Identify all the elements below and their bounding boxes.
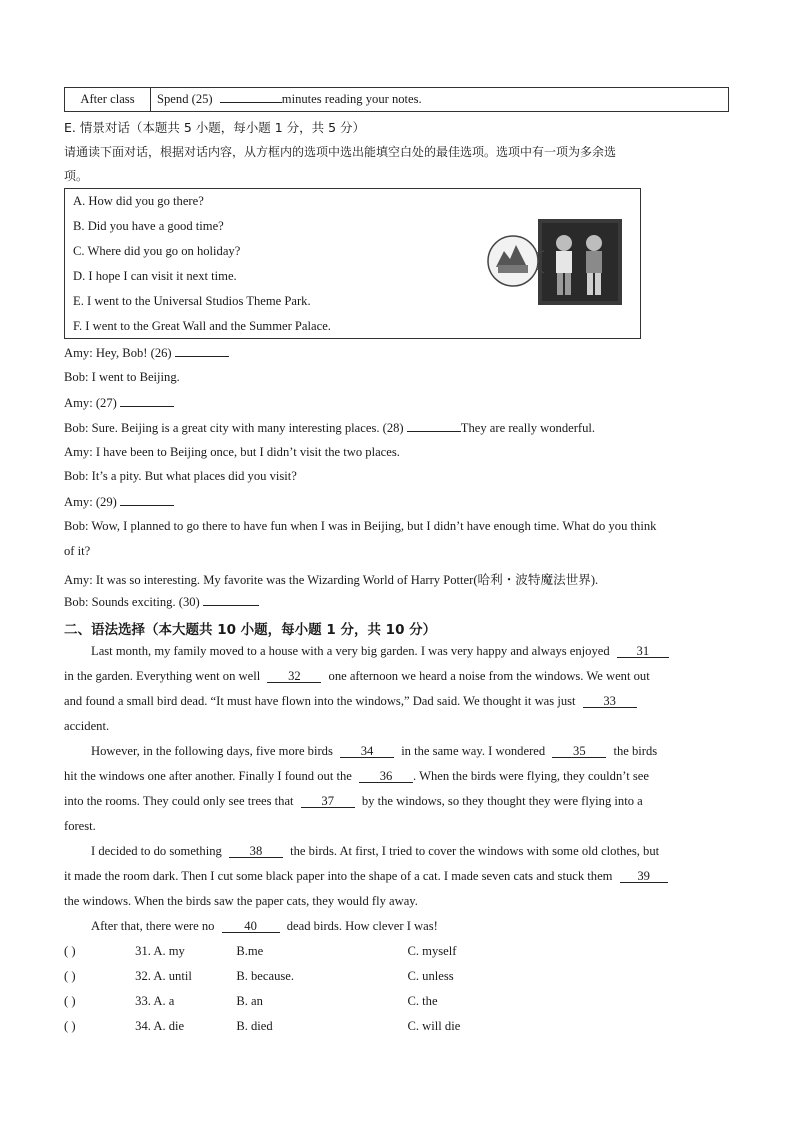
dialogue-line bbox=[64, 569, 598, 588]
choice-a[interactable]: 31. A. my bbox=[135, 944, 185, 958]
choice-b[interactable]: B.me bbox=[236, 944, 264, 958]
schedule-table-row bbox=[64, 87, 729, 112]
dialogue-line-27 bbox=[64, 395, 174, 411]
passage-line bbox=[64, 669, 650, 684]
passage-line bbox=[91, 644, 669, 659]
dialogue-line bbox=[64, 445, 400, 460]
speaker-label: Bob: bbox=[64, 595, 89, 609]
option-e: E. I went to the Universal Studios Theme Park. bbox=[73, 294, 311, 308]
dialogue-text: It’s a pity. But what places did you visit? bbox=[91, 469, 297, 483]
dialogue-text: Sounds exciting. (30) bbox=[91, 595, 200, 609]
passage-line bbox=[91, 844, 659, 859]
passage-text: forest. bbox=[64, 819, 96, 833]
speaker-label: Bob: bbox=[64, 370, 89, 384]
answer-bracket[interactable]: ( ) bbox=[64, 994, 76, 1008]
passage-text: Last month, my family moved to a house with a very big garden. I was very happy and always enjoyed bbox=[91, 644, 610, 658]
choice-b[interactable]: B. because. bbox=[236, 969, 295, 983]
choice-row-33 bbox=[64, 994, 438, 1009]
table-cell-text-after: minutes reading your notes. bbox=[281, 92, 422, 106]
answer-blank-40[interactable]: 40 bbox=[222, 921, 280, 933]
dialogue-text: of it? bbox=[64, 544, 91, 558]
passage-text: hit the windows one after another. Finally I found out the bbox=[64, 769, 352, 783]
answer-blank-30[interactable] bbox=[203, 594, 259, 606]
passage-text: in the garden. Everything went on well bbox=[64, 669, 261, 683]
passage-text: it made the room dark. Then I cut some black paper into the shape of a cat. I made seven cats and stuck them bbox=[64, 869, 613, 883]
speaker-label: Bob: bbox=[64, 469, 89, 483]
option-f: F. I went to the Great Wall and the Summer Palace. bbox=[73, 319, 331, 333]
dialogue-line-29 bbox=[64, 494, 174, 510]
speaker-label: Amy: bbox=[64, 346, 93, 360]
table-cell-content bbox=[157, 88, 422, 111]
passage-text: the birds. At first, I tried to cover the windows with some old clothes, but bbox=[290, 844, 660, 858]
dialogue-line bbox=[64, 469, 297, 484]
passage-text: I decided to do something bbox=[91, 844, 222, 858]
option-b: B. Did you have a good time? bbox=[73, 219, 224, 233]
dialogue-line-28 bbox=[64, 420, 595, 436]
passage-line bbox=[64, 794, 643, 809]
choice-a[interactable]: 33. A. a bbox=[135, 994, 175, 1008]
dialogue-line-26 bbox=[64, 345, 229, 361]
table-cell-text-before: Spend (25) bbox=[157, 92, 213, 106]
passage-line bbox=[64, 869, 668, 884]
speaker-label: Bob: bbox=[64, 421, 89, 435]
speaker-label: Amy: bbox=[64, 396, 93, 410]
section-2-title: 二、语法选择（本大题共 10 小题，每小题 1 分，共 10 分） bbox=[64, 622, 437, 638]
passage-line bbox=[64, 719, 109, 734]
dialogue-text: (27) bbox=[95, 396, 117, 410]
answer-blank-33[interactable]: 33 bbox=[583, 696, 637, 708]
dialogue-text: Sure. Beijing is a great city with many interesting places. (28) bbox=[91, 421, 404, 435]
passage-text: dead birds. How clever I was! bbox=[286, 919, 438, 933]
speaker-label: Amy: bbox=[64, 445, 93, 459]
dialogue-line bbox=[64, 519, 656, 534]
dialogue-text: (29) bbox=[95, 495, 117, 509]
passage-line bbox=[64, 894, 418, 909]
answer-blank-31[interactable]: 31 bbox=[617, 646, 669, 658]
section-e-title: E. 情景对话（本题共 5 小题，每小题 1 分，共 5 分） bbox=[64, 120, 366, 135]
dialogue-text: Wow, I planned to go there to have fun when I was in Beijing, but I didn’t have enough time. What do you think bbox=[91, 519, 657, 533]
answer-blank-28[interactable] bbox=[407, 420, 461, 432]
choice-c[interactable]: C. myself bbox=[407, 944, 457, 958]
choice-c[interactable]: C. will die bbox=[407, 1019, 461, 1033]
answer-blank-37[interactable]: 37 bbox=[301, 796, 355, 808]
answer-bracket[interactable]: ( ) bbox=[64, 944, 76, 958]
passage-text: . When the birds were flying, they couldn’t see bbox=[413, 769, 649, 783]
speaker-label: Amy: bbox=[64, 495, 93, 509]
passage-text: one afternoon we heard a noise from the windows. We went out bbox=[328, 669, 650, 683]
choice-a[interactable]: 32. A. until bbox=[135, 969, 192, 983]
answer-bracket[interactable]: ( ) bbox=[64, 1019, 76, 1033]
dialogue-text: I have been to Beijing once, but I didn’t visit the two places. bbox=[95, 445, 400, 459]
passage-text: the windows. When the birds saw the paper cats, they would fly away. bbox=[64, 894, 418, 908]
option-d: D. I hope I can visit it next time. bbox=[73, 269, 237, 283]
choice-b[interactable]: B. died bbox=[236, 1019, 273, 1033]
answer-blank-35[interactable]: 35 bbox=[552, 746, 606, 758]
answer-blank-29[interactable] bbox=[120, 494, 174, 506]
passage-line bbox=[64, 769, 649, 784]
passage-line bbox=[91, 744, 657, 759]
passage-text: by the windows, so they thought they were flying into a bbox=[361, 794, 643, 808]
answer-blank-34[interactable]: 34 bbox=[340, 746, 394, 758]
dialogue-text: It was so interesting. My favorite was the Wizarding World of Harry Potter(哈利・波特魔法世界). bbox=[95, 573, 599, 587]
answer-blank-25[interactable] bbox=[220, 91, 282, 103]
passage-text: and found a small bird dead. “It must have flown into the windows,” Dad said. We thought it was just bbox=[64, 694, 576, 708]
passage-text: the birds bbox=[613, 744, 658, 758]
table-cell-label: After class bbox=[65, 88, 151, 111]
option-c: C. Where did you go on holiday? bbox=[73, 244, 241, 258]
dialogue-text: Hey, Bob! (26) bbox=[95, 346, 172, 360]
passage-text: into the rooms. They could only see trees that bbox=[64, 794, 294, 808]
dialogue-text-after: They are really wonderful. bbox=[460, 421, 596, 435]
choice-c[interactable]: C. the bbox=[407, 994, 438, 1008]
option-a: A. How did you go there? bbox=[73, 194, 204, 208]
speaker-label: Amy: bbox=[64, 573, 93, 587]
choice-row-32 bbox=[64, 969, 454, 984]
section-e-instruction-1: 请通读下面对话，根据对话内容，从方框内的选项中选出能填空白处的最佳选项。选项中有一项为多余选 bbox=[64, 145, 617, 159]
passage-line bbox=[64, 819, 96, 834]
choice-row-31 bbox=[64, 944, 456, 959]
passage-text: After that, there were no bbox=[91, 919, 215, 933]
choice-a[interactable]: 34. A. die bbox=[135, 1019, 185, 1033]
dialogue-line bbox=[64, 370, 180, 385]
answer-blank-36[interactable]: 36 bbox=[359, 771, 413, 783]
answer-bracket[interactable]: ( ) bbox=[64, 969, 76, 983]
passage-text: in the same way. I wondered bbox=[401, 744, 546, 758]
answer-blank-27[interactable] bbox=[120, 395, 174, 407]
choice-row-34 bbox=[64, 1019, 460, 1034]
passage-text: However, in the following days, five more birds bbox=[91, 744, 333, 758]
passage-text: accident. bbox=[64, 719, 110, 733]
dialogue-line-continued bbox=[64, 544, 90, 559]
section-e-instruction-2: 项。 bbox=[64, 169, 89, 183]
answer-blank-39[interactable]: 39 bbox=[620, 871, 668, 883]
answer-blank-38[interactable]: 38 bbox=[229, 846, 283, 858]
speaker-label: Bob: bbox=[64, 519, 89, 533]
choice-c[interactable]: C. unless bbox=[407, 969, 454, 983]
passage-line bbox=[64, 694, 637, 709]
illustration-two-kids-image bbox=[486, 215, 624, 307]
passage-line bbox=[91, 919, 438, 934]
choice-b[interactable]: B. an bbox=[236, 994, 263, 1008]
answer-blank-26[interactable] bbox=[175, 345, 229, 357]
answer-blank-32[interactable]: 32 bbox=[267, 671, 321, 683]
dialogue-line-30 bbox=[64, 594, 259, 610]
dialogue-text: I went to Beijing. bbox=[91, 370, 180, 384]
